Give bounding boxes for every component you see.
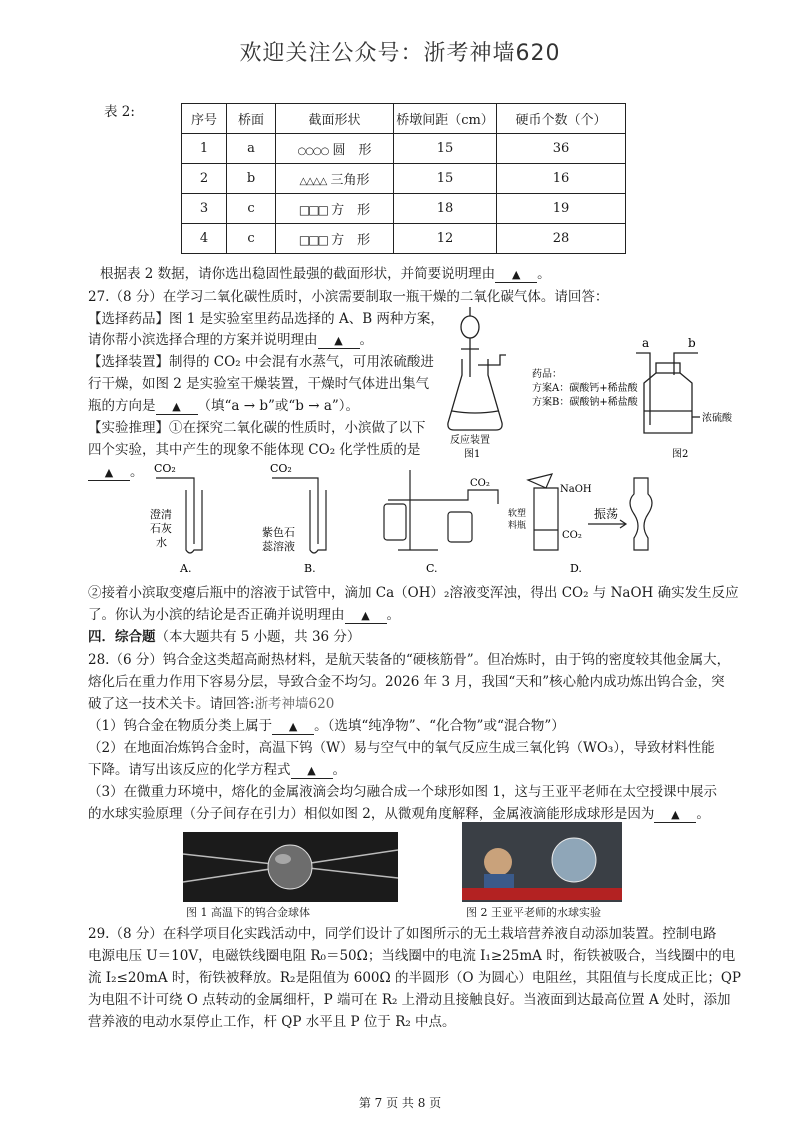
- cell-shape: [276, 224, 394, 254]
- q28-intro-a: 28.（6 分）钨合金这类超高耐热材料，是航天装备的“硬核筋骨”。但冶炼时，由于钨的密度较其他金属大，: [88, 652, 731, 668]
- tungsten-sphere-graphic: [183, 832, 398, 902]
- cell-coins: 16: [497, 164, 626, 194]
- cell-no: 3: [182, 194, 227, 224]
- q27-device-b: 行干燥，如图 2 是实验室干燥装置，干燥时气体进出集气: [88, 376, 430, 392]
- photo1-caption: 图 1 高温下的钨合金球体: [186, 906, 310, 919]
- fig2-label-a: a: [642, 336, 650, 350]
- q29-a: 29.（8 分）在科学项目化实践活动中，同学们设计了如图所示的无土栽培营养液自动添加装置。控制电路: [88, 926, 717, 942]
- q29-c: 流 I₂≤20mA 时，衔铁被释放。R₂是阻值为 600Ω 的半圆形（O 为圆心）电阻丝，其阻值与长度成正比；QP: [88, 970, 741, 986]
- shake-arrow-icon: [588, 520, 626, 528]
- q27-infer-c: ▲ 。: [88, 462, 144, 482]
- table-header: 硬币个数（个）: [497, 104, 626, 134]
- q28-p1: （1）钨合金在物质分类上属于 ▲ 。（选填“纯净物”、“化合物”或“混合物”）: [88, 718, 565, 734]
- exp-d-label: D.: [570, 562, 582, 575]
- cell-span: 15: [394, 134, 497, 164]
- q28-p3-a: （3）在微重力环境中，熔化的金属液滴会均匀融合成一个球形如图 1，这与王亚平老师在太空授课中展示: [88, 784, 717, 800]
- exp-b-co2: CO₂: [270, 462, 292, 475]
- fig1-plan-b: 方案B：碳酸钠+稀盐酸: [532, 397, 638, 408]
- q29-b: 电源电压 U＝10V，电磁铁线圈电阻 R₀＝50Ω；当线圈中的电流 I₁≥25mA 时，衔铁被吸合，当线圈中的电: [88, 948, 736, 964]
- cell-deck: a: [227, 134, 276, 164]
- table-row: [182, 224, 626, 254]
- answer-blank[interactable]: ▲: [654, 808, 696, 823]
- answer-blank[interactable]: ▲: [345, 609, 387, 624]
- circle-shape-icon: ○○○○: [297, 146, 329, 157]
- exp-a-label: A.: [180, 562, 192, 575]
- fig1-device-label: 反应装置: [450, 435, 490, 446]
- table-row: [182, 134, 626, 164]
- exp-b-liquid: 紫色石: [262, 526, 295, 539]
- table-header: 序号: [182, 104, 227, 134]
- drying-bottle-figure: [630, 335, 780, 460]
- q26-prompt: 根据表 2 数据，请你选出稳固性最强的截面形状，并简要说明理由 ▲ 。: [100, 266, 551, 282]
- q28-p2-b: 下降。请写出该反应的化学方程式 ▲ 。: [88, 762, 346, 778]
- q27-drug-b: 请你帮小滨选择合理的方案并说明理由 ▲ 。: [88, 332, 373, 348]
- fig1-drugs-label: 药品：: [532, 369, 562, 380]
- q29-e: 营养液的电动水泵停止工作，杆 QP 水平且 P 位于 R₂ 中点。: [88, 1014, 456, 1030]
- cell-no: 4: [182, 224, 227, 254]
- q27-reason: ②接着小滨取变瘪后瓶中的溶液于试管中，滴加 Ca（OH）₂溶液变浑浊，得出 CO₂ 与 NaOH 确实发生反应: [88, 585, 739, 601]
- water-ball-graphic: [462, 822, 622, 902]
- table-header: 桥墩间距（cm）: [394, 104, 497, 134]
- answer-blank[interactable]: ▲: [291, 764, 333, 779]
- q27-drug-a: 【选择药品】图 1 是实验室里药品选择的 A、B 两种方案，: [88, 311, 444, 327]
- cell-shape-label: 方 形: [331, 233, 371, 248]
- cell-deck: c: [227, 194, 276, 224]
- table-row: [182, 164, 626, 194]
- cell-coins: 19: [497, 194, 626, 224]
- exp-d-bottle: 料瓶: [508, 521, 527, 531]
- cell-deck: b: [227, 164, 276, 194]
- co2-experiments-figure: [148, 460, 678, 578]
- fig2-caption: 图2: [672, 449, 689, 460]
- fig1-plan-a: 方案A：碳酸钙+稀盐酸: [532, 383, 638, 394]
- reaction-apparatus-figure: [440, 303, 640, 460]
- exp-c-co2: CO₂: [470, 478, 490, 489]
- fig2-label-b: b: [688, 336, 696, 350]
- fig1-caption: 图1: [464, 449, 481, 460]
- exp-a-co2: CO₂: [154, 462, 176, 475]
- exp-c-label: C.: [426, 562, 438, 575]
- cell-deck: c: [227, 224, 276, 254]
- q27-device-a: 【选择装置】制得的 CO₂ 中会混有水蒸气，可用浓硫酸进: [88, 354, 434, 370]
- cell-shape-label: 方 形: [331, 203, 371, 218]
- q28-intro-b: 熔化后在重力作用下容易分层，导致合金不均匀。2026 年 3 月，我国“天和”核心舱内成功炼出钨合金，突: [88, 674, 725, 690]
- square-shape-icon: □□□: [298, 203, 327, 217]
- answer-blank[interactable]: ▲: [272, 720, 314, 735]
- cell-coins: 28: [497, 224, 626, 254]
- cell-shape-label: 三角形: [330, 173, 370, 188]
- cell-span: 15: [394, 164, 497, 194]
- answer-blank[interactable]: ▲: [156, 400, 198, 415]
- cell-span: 12: [394, 224, 497, 254]
- table2: [181, 103, 626, 254]
- q27-infer-a: 【实验推理】①在探究二氧化碳的性质时，小滨做了以下: [88, 420, 426, 436]
- exp-a-liquid: 水: [156, 536, 167, 549]
- table-header: 截面形状: [276, 104, 394, 134]
- cell-coins: 36: [497, 134, 626, 164]
- q29-d: 为电阻不计可绕 O 点转动的金属细杆，P 端可在 R₂ 上滑动且接触良好。当液面到达最高位置 A 处时，添加: [88, 992, 731, 1008]
- cell-shape: [276, 134, 394, 164]
- answer-blank[interactable]: ▲: [88, 466, 130, 481]
- q27-infer-b: 四个实验，其中产生的现象不能体现 CO₂ 化学性质的是: [88, 442, 421, 458]
- table-header: 桥面: [227, 104, 276, 134]
- tungsten-sphere-photo: [183, 832, 398, 902]
- cell-shape-label: 圆 形: [332, 143, 372, 158]
- cell-shape: [276, 194, 394, 224]
- cell-shape: [276, 164, 394, 194]
- exp-d-co2: CO₂: [562, 530, 582, 541]
- q28-p3-b: 的水球实验原理（分子间存在引力）相似如图 2，从微观角度解释，金属液滴能形成球形是因为 ▲ 。: [88, 806, 710, 822]
- exp-d-naoh: NaOH: [560, 484, 592, 495]
- table-row: [182, 194, 626, 224]
- section4-detail: （本大题共有 5 小题，共 36 分）: [155, 629, 361, 645]
- header-watermark: 欢迎关注公众号：浙考神墙620: [239, 41, 561, 66]
- section4-title: 四．综合题（本大题共有 5 小题，共 36 分）: [88, 629, 361, 645]
- q27-device-c: 瓶的方向是 ▲ （填“a → b”或“b → a”）。: [88, 398, 360, 414]
- q28-intro-c: 破了这一技术关卡。请回答:浙考神墙620: [88, 696, 335, 712]
- q27-reason-post: 了。你认为小滨的结论是否正确并说明理由 ▲ 。: [88, 607, 400, 623]
- triangle-shape-icon: △△△△: [299, 176, 327, 187]
- table2-label: 表 2:: [104, 104, 135, 120]
- table-header-row: [182, 104, 626, 134]
- exp-b-liquid: 蕊溶液: [262, 540, 295, 553]
- exp-a-liquid: 石灰: [150, 522, 172, 535]
- photo2-caption: 图 2 王亚平老师的水球实验: [466, 906, 601, 919]
- q27-intro: 27.（8 分）在学习二氧化碳性质时，小滨需要制取一瓶干燥的二氧化碳气体。请回答：: [88, 289, 609, 305]
- exp-d-bottle: 软塑: [508, 509, 527, 519]
- exp-a-liquid: 澄清: [150, 508, 172, 521]
- cell-span: 18: [394, 194, 497, 224]
- fig2-acid-label: 浓硫酸: [702, 413, 732, 424]
- cell-no: 2: [182, 164, 227, 194]
- exp-d-shake: 振荡: [594, 507, 619, 521]
- q28-p2-a: （2）在地面冶炼钨合金时，高温下钨（W）易与空气中的氧气反应生成三氧化钨（WO₃），导致材料性能: [88, 740, 715, 756]
- cell-no: 1: [182, 134, 227, 164]
- water-ball-photo: [462, 822, 622, 902]
- square-shape-icon: □□□: [298, 233, 327, 247]
- page-number: 第 7 页 共 8 页: [358, 1096, 442, 1110]
- q28-watermark: 浙考神墙620: [254, 696, 335, 712]
- answer-blank[interactable]: ▲: [318, 334, 360, 349]
- exp-b-label: B.: [304, 562, 316, 575]
- answer-blank[interactable]: ▲: [495, 268, 537, 283]
